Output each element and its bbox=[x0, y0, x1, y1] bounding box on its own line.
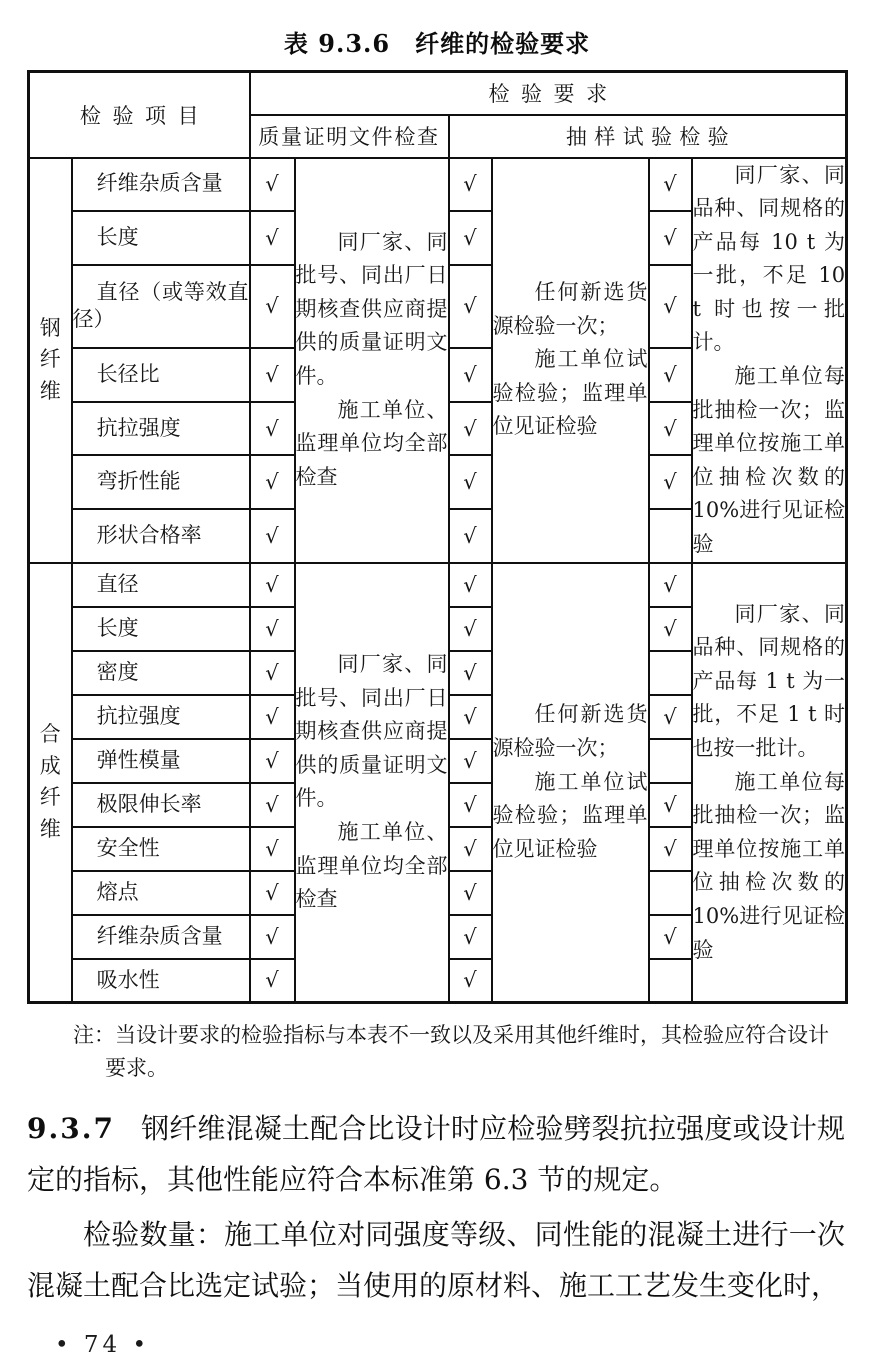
sampling-check-mark: √ bbox=[449, 211, 492, 265]
witness-check-mark bbox=[649, 739, 692, 783]
item-cell: 抗拉强度 bbox=[72, 402, 250, 456]
note-label: 注： bbox=[73, 1023, 115, 1048]
witness-check-mark: √ bbox=[649, 158, 692, 212]
sampling-check-mark: √ bbox=[449, 563, 492, 607]
sampling-rule-synthetic bbox=[492, 563, 649, 1003]
item-cell: 极限伸长率 bbox=[72, 783, 250, 827]
batch-rule-p1: 同厂家、同品种、同规格的产品每 10 t 为一批，不足 10 t 时也按一批计。 bbox=[692, 162, 846, 355]
sampling-rule-p1: 任何新选货源检验一次； bbox=[492, 702, 648, 760]
clause-number: 9.3.7 bbox=[27, 1112, 115, 1146]
doc-check-mark: √ bbox=[250, 695, 295, 739]
batch-rule-synthetic bbox=[692, 563, 847, 1003]
doc-check-mark: √ bbox=[250, 348, 295, 402]
doc-check-mark: √ bbox=[250, 739, 295, 783]
doc-check-mark: √ bbox=[250, 871, 295, 915]
item-cell: 直径（或等效直径） bbox=[72, 265, 250, 349]
doc-requirement-p2: 施工单位、监理单位均全部检查 bbox=[295, 819, 448, 912]
sampling-rule-steel bbox=[492, 158, 649, 563]
item-cell: 形状合格率 bbox=[72, 509, 250, 563]
item-cell: 弹性模量 bbox=[72, 739, 250, 783]
item-cell: 弯折性能 bbox=[72, 455, 250, 509]
sampling-rule-p2: 施工单位试验检验；监理单位见证检验 bbox=[492, 769, 648, 861]
doc-check-mark: √ bbox=[250, 915, 295, 959]
document-page bbox=[0, 24, 874, 1367]
doc-check-mark: √ bbox=[250, 455, 295, 509]
witness-check-mark bbox=[649, 959, 692, 1003]
sampling-check-mark: √ bbox=[449, 651, 492, 695]
doc-check-mark: √ bbox=[250, 563, 295, 607]
sampling-rule-p1: 任何新选货源检验一次； bbox=[492, 280, 648, 338]
sampling-check-mark: √ bbox=[449, 509, 492, 563]
table-row bbox=[29, 563, 847, 607]
doc-requirement-steel bbox=[295, 158, 449, 563]
sampling-rule-p2: 施工单位试验检验；监理单位见证检验 bbox=[492, 347, 648, 439]
sampling-check-mark: √ bbox=[449, 607, 492, 651]
doc-requirement-p1: 同厂家、同批号、同出厂日期核查供应商提供的质量证明文件。 bbox=[295, 652, 448, 811]
witness-check-mark bbox=[649, 651, 692, 695]
item-cell: 直径 bbox=[72, 563, 250, 607]
fiber-type-steel bbox=[29, 158, 72, 563]
item-cell: 长径比 bbox=[72, 348, 250, 402]
doc-check-mark: √ bbox=[250, 402, 295, 456]
item-cell: 纤维杂质含量 bbox=[72, 158, 250, 212]
item-cell: 纤维杂质含量 bbox=[72, 915, 250, 959]
item-cell: 熔点 bbox=[72, 871, 250, 915]
header-requirements: 检验要求 bbox=[250, 72, 847, 115]
sampling-check-mark: √ bbox=[449, 158, 492, 212]
witness-check-mark: √ bbox=[649, 563, 692, 607]
sampling-check-mark: √ bbox=[449, 959, 492, 1003]
sampling-check-mark: √ bbox=[449, 402, 492, 456]
witness-check-mark: √ bbox=[649, 211, 692, 265]
doc-check-mark: √ bbox=[250, 607, 295, 651]
fiber-type-synthetic bbox=[29, 563, 72, 1003]
table-title: 表 9.3.6 纤维的检验要求 bbox=[283, 29, 591, 58]
clause-9-3-7 bbox=[27, 1104, 845, 1206]
doc-requirement-p2: 施工单位、监理单位均全部检查 bbox=[295, 397, 448, 489]
sampling-check-mark: √ bbox=[449, 871, 492, 915]
table-row bbox=[29, 158, 847, 212]
witness-check-mark: √ bbox=[649, 402, 692, 456]
header-sampling: 抽样试验检验 bbox=[449, 115, 847, 158]
header-items: 检验项目 bbox=[29, 72, 250, 158]
witness-check-mark: √ bbox=[649, 455, 692, 509]
witness-check-mark: √ bbox=[649, 607, 692, 651]
doc-check-mark: √ bbox=[250, 651, 295, 695]
page-number: • 74 • bbox=[55, 1332, 151, 1359]
witness-check-mark bbox=[649, 509, 692, 563]
witness-check-mark bbox=[649, 871, 692, 915]
sampling-check-mark: √ bbox=[449, 783, 492, 827]
doc-check-mark: √ bbox=[250, 959, 295, 1003]
inspection-quantity-paragraph: 检验数量：施工单位对同强度等级、同性能的混凝土进行一次混凝土配合比选定试验；当使用的原材料、施工工艺发生变化时， bbox=[27, 1218, 845, 1303]
batch-rule-p2: 施工单位每批抽检一次；监理单位按施工单位抽检次数的 10%进行见证检验 bbox=[692, 364, 846, 557]
batch-rule-p2: 施工单位每批抽检一次；监理单位按施工单位抽检次数的 10%进行见证检验 bbox=[692, 769, 846, 962]
doc-check-mark: √ bbox=[250, 211, 295, 265]
fiber-inspection-table bbox=[27, 70, 848, 1004]
sampling-check-mark: √ bbox=[449, 455, 492, 509]
header-row-1 bbox=[29, 72, 847, 115]
doc-check-mark: √ bbox=[250, 783, 295, 827]
doc-requirement-p1: 同厂家、同批号、同出厂日期核查供应商提供的质量证明文件。 bbox=[295, 229, 448, 389]
witness-check-mark: √ bbox=[649, 265, 692, 349]
item-cell: 抗拉强度 bbox=[72, 695, 250, 739]
doc-check-mark: √ bbox=[250, 509, 295, 563]
witness-check-mark: √ bbox=[649, 783, 692, 827]
item-cell: 长度 bbox=[72, 607, 250, 651]
sampling-check-mark: √ bbox=[449, 827, 492, 871]
witness-check-mark: √ bbox=[649, 695, 692, 739]
witness-check-mark: √ bbox=[649, 915, 692, 959]
sampling-check-mark: √ bbox=[449, 265, 492, 349]
item-cell: 长度 bbox=[72, 211, 250, 265]
doc-check-mark: √ bbox=[250, 265, 295, 349]
batch-rule-p1: 同厂家、同品种、同规格的产品每 1 t 为一批，不足 1 t 时也按一批计。 bbox=[692, 601, 846, 760]
header-doc-check: 质量证明文件检查 bbox=[250, 115, 449, 158]
note-text: 当设计要求的检验指标与本表不一致以及采用其他纤维时，其检验应符合设计要求。 bbox=[105, 1023, 829, 1080]
doc-check-mark: √ bbox=[250, 158, 295, 212]
sampling-check-mark: √ bbox=[449, 915, 492, 959]
group-label: 钢纤维 bbox=[39, 315, 61, 403]
sampling-check-mark: √ bbox=[449, 739, 492, 783]
sampling-check-mark: √ bbox=[449, 348, 492, 402]
witness-check-mark: √ bbox=[649, 348, 692, 402]
item-cell: 吸水性 bbox=[72, 959, 250, 1003]
doc-requirement-synthetic bbox=[295, 563, 449, 1003]
group-label: 合成纤维 bbox=[39, 722, 61, 841]
batch-rule-steel bbox=[692, 158, 847, 563]
table-note bbox=[73, 1019, 847, 1084]
witness-check-mark: √ bbox=[649, 827, 692, 871]
item-cell: 安全性 bbox=[72, 827, 250, 871]
doc-check-mark: √ bbox=[250, 827, 295, 871]
clause-text: 钢纤维混凝土配合比设计时应检验劈裂抗拉强度或设计规定的指标，其他性能应符合本标准第 6.3 节的规定。 bbox=[27, 1112, 845, 1197]
item-cell: 密度 bbox=[72, 651, 250, 695]
sampling-check-mark: √ bbox=[449, 695, 492, 739]
